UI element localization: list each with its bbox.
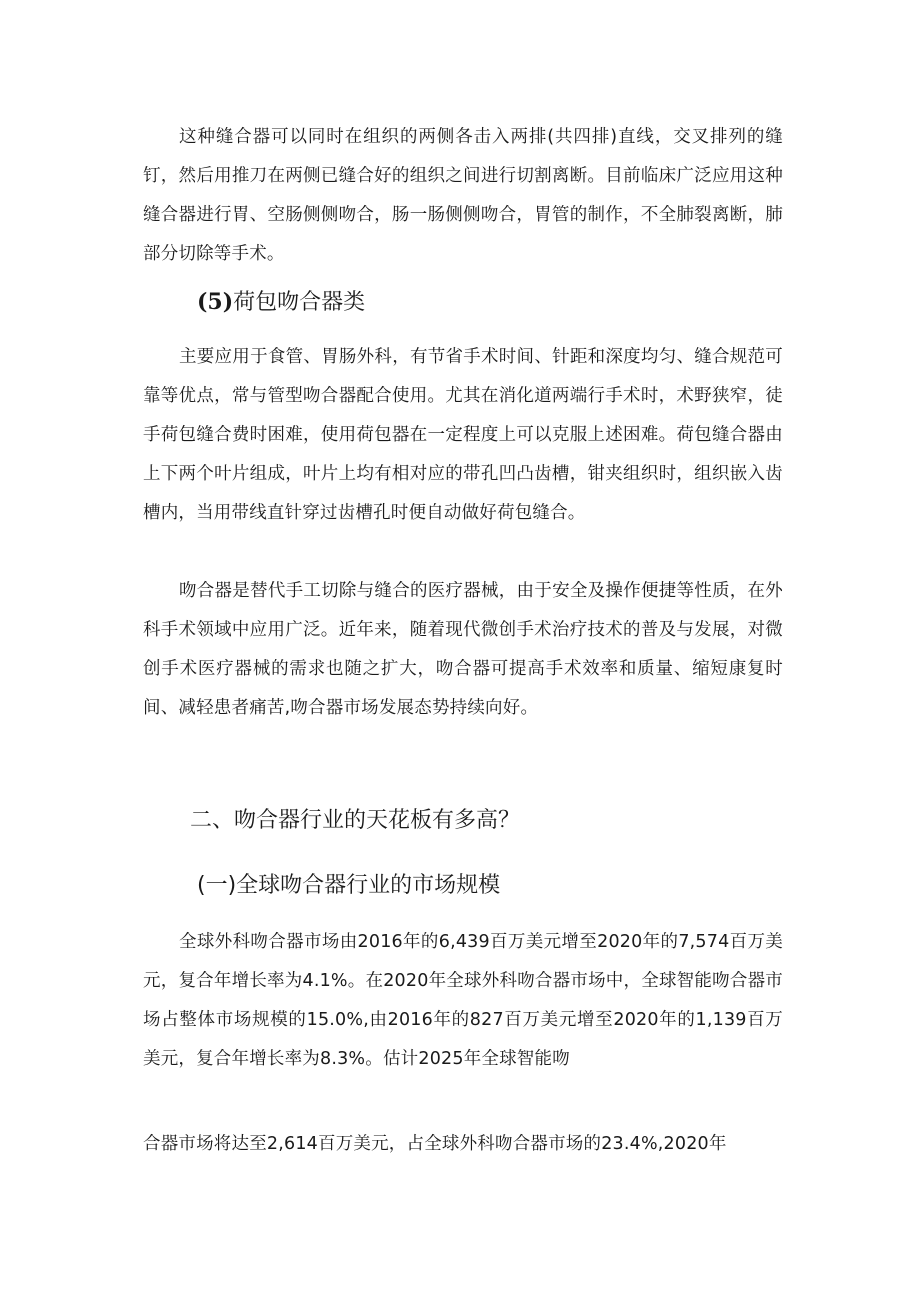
paragraph-stapler-market-trend: 吻合器是替代手工切除与缝合的医疗器械，由于安全及操作便捷等性质，在外科手术领域中应用广泛。近年来，随着现代微创手术治疗技术的普及与发展，对微创手术医疗器械的需求也随之扩大，吻合器可提高手术效率和质量、缩短康复时间、减轻患者痛苦,吻合器市场发展态势持续向好。 [143,581,783,718]
paragraph-purse-string-usage: 主要应用于食管、胃肠外科，有节省手术时间、针距和深度均匀、缝合规范可靠等优点，常与管型吻合器配合使用。尤其在消化道两端行手术时，术野狭窄，徒手荷包缝合费时困难，使用荷包器在一定程度上可以克服上述困难。荷包缝合器由上下两个叶片组成，叶片上均有相对应的带孔凹凸齿槽，钳夹组织时，组织嵌入齿槽内，当用带线直针穿过齿槽孔时便自动做好荷包缝合。 [143,347,783,523]
paragraph-continued-line: 合器市场将达至2,614百万美元，占全球外科吻合器市场的23.4%,2020年 [143,1134,727,1154]
paragraph-stapler-description: 这种缝合器可以同时在组织的两侧各击入两排(共四排)直线，交叉排列的缝钉，然后用推刀在两侧已缝合好的组织之间进行切割离断。目前临床广泛应用这种缝合器进行胃、空肠侧侧吻合，肠一肠侧侧吻合，胃管的制作，不全肺裂离断，肺部分切除等手术。 [143,127,783,264]
section-title: 荷包吻合器类 [233,290,366,315]
paragraph-global-market-figures: 全球外科吻合器市场由2016年的6,439百万美元增至2020年的7,574百万美元，复合年增长率为4.1%。在2020年全球外科吻合器市场中，全球智能吻合器市场占整体市场规模的15.0%,由2016年的827百万美元增至2020年的1,139百万美元，复合年增长率为8.3%。估计2025年全球智能吻 [143,932,783,1069]
subsection-heading-global-market-size: (一)全球吻合器行业的市场规模 [197,873,501,898]
chapter-heading-ceiling: 二、吻合器行业的天花板有多高？ [190,808,521,833]
section-heading-purse-string-stapler [197,286,365,319]
section-number: (5) [197,289,234,315]
